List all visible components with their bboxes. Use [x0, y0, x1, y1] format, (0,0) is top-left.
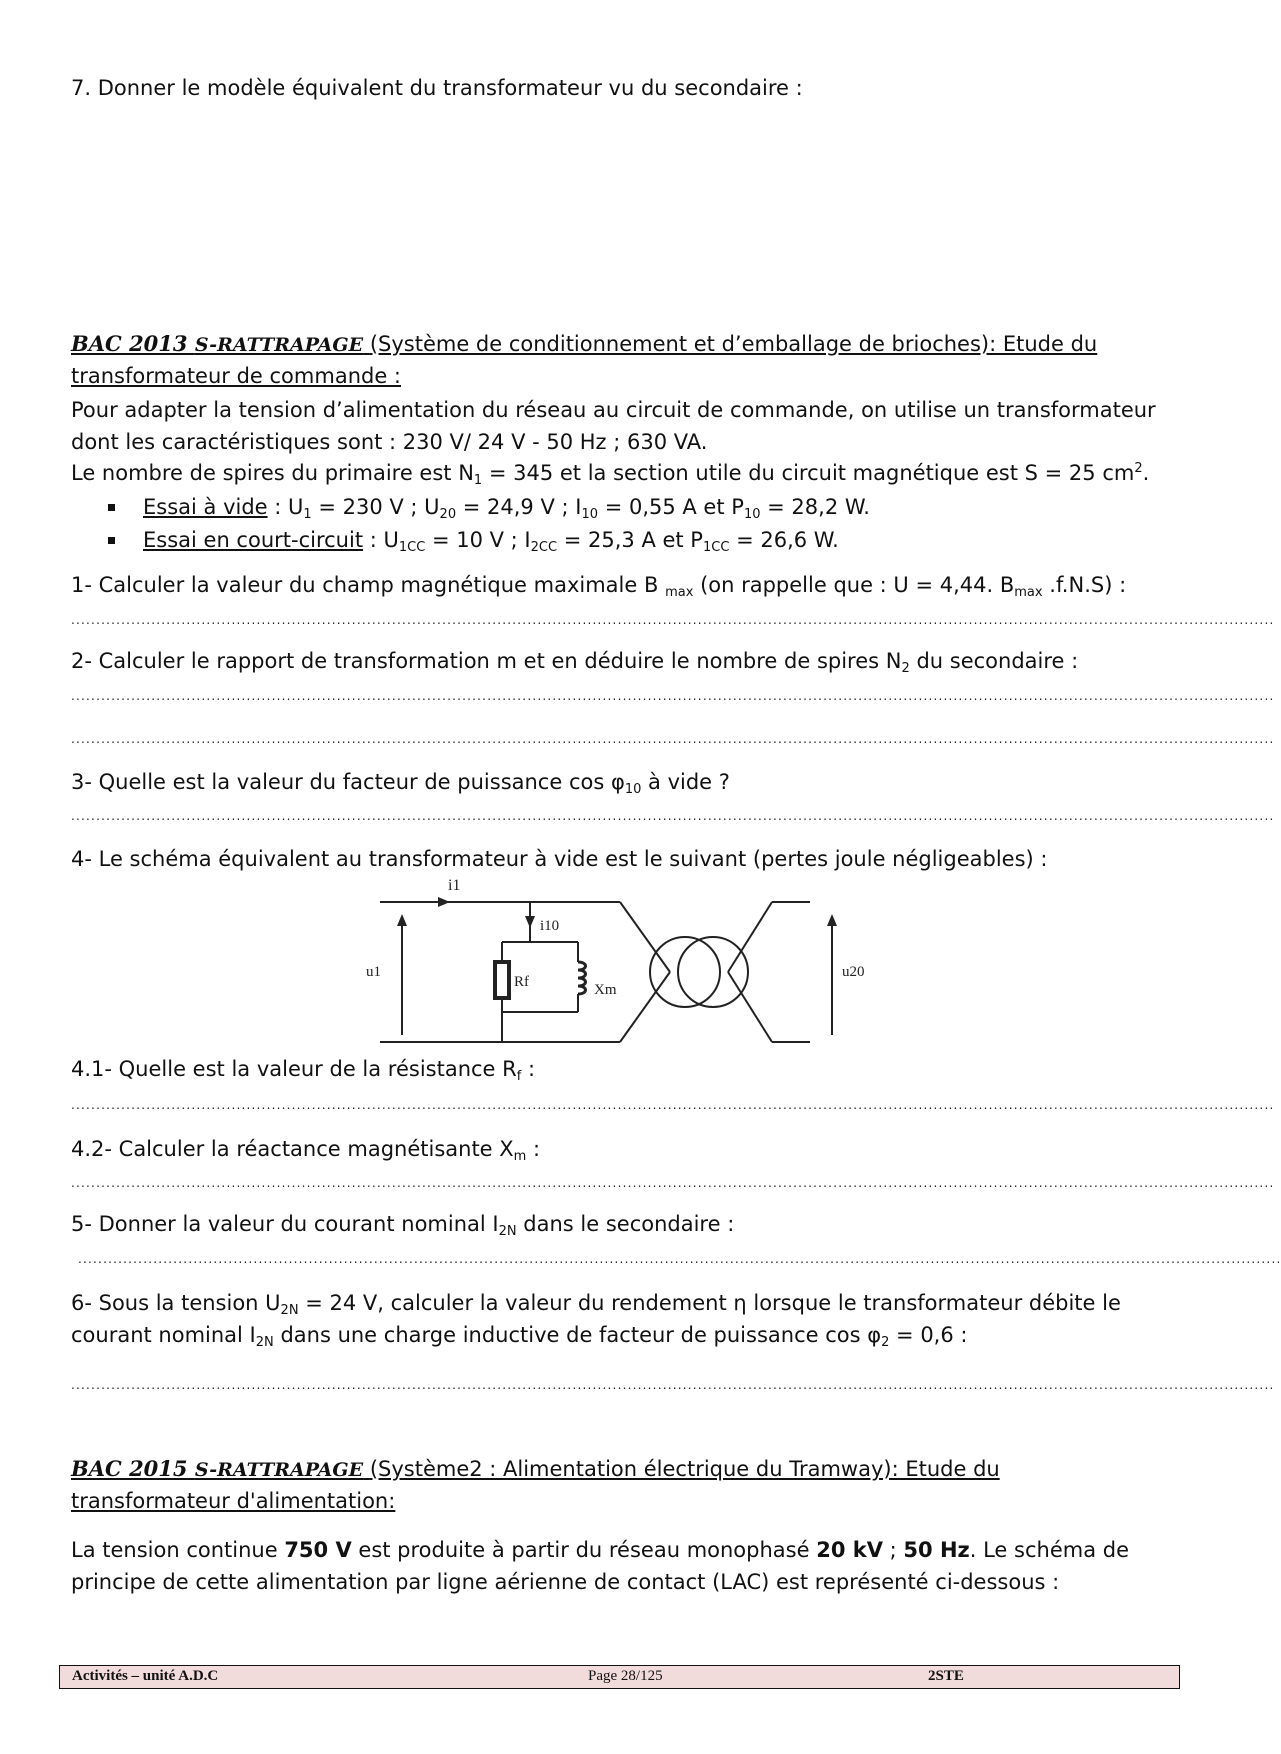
bac2015-title: BAC 2015 S-RATTRAPAGE (Système2 : Alimentation électrique du Tramway): Etude du [71, 1456, 1000, 1481]
bac2015-title-line2: transformateur d'alimentation: [71, 1489, 396, 1513]
page-footer [59, 1665, 1180, 1689]
answer-line[interactable]: ................................................................................................................................................................................................................................................ [71, 689, 1275, 703]
bullet-icon [108, 537, 115, 544]
bac2013-label: BAC 2013 S-RATTRAPAGE [71, 331, 364, 356]
label-u20: u20 [842, 964, 865, 980]
resistor-rf-icon [495, 962, 509, 998]
answer-line[interactable]: ................................................................................................................................................................................................................................................ [71, 809, 1275, 823]
label-i10: i10 [540, 918, 560, 934]
answer-line[interactable]: ................................................................................................................................................................................................................................................ [71, 1176, 1275, 1190]
label-xm: Xm [594, 982, 617, 998]
question-3: 3- Quelle est la valeur du facteur de puissance $\cos \varphi_{10}$ à vide ? [71, 770, 730, 797]
question-2: 2- Calculer le rapport de transformation m et en déduire le nombre de spires $N_2$ du secondaire : [71, 649, 1079, 676]
question-4: 4- Le schéma équivalent au transformateur à vide est le suivant (pertes joule négligeables) : [71, 847, 1048, 871]
i1-arrow-icon [438, 897, 450, 907]
transformer-equivalent-circuit [366, 870, 865, 1055]
inductor-xm-icon [578, 962, 586, 994]
label-u1: u1 [366, 964, 381, 980]
bac2013-intro-1: Pour adapter la tension d’alimentation du réseau au circuit de commande, on utilise un transformateur [71, 398, 1156, 422]
i10-arrow-icon [525, 916, 535, 928]
transformer-primary-coil-icon [650, 937, 720, 1007]
bac2015-paragraph-1: La tension continue 750 V est produite à partir du réseau monophasé 20 kV ; 50 Hz. Le schéma de [71, 1538, 1129, 1562]
bac2013-intro-3: Le nombre de spires du primaire est $N_1 = 345$ et la section utile du circuit magnétique est S = 25 $cm^2$. [71, 461, 1150, 488]
essai-court-circuit: Essai en court-circuit : $U_{1CC} = 10$ V ; $I_{2CC} = 25,3$ A et $P_{1CC} = 26,6$ W. [108, 526, 839, 554]
label-i1: i1 [448, 877, 461, 894]
bac2013-title: BAC 2013 S-RATTRAPAGE (Système de conditionnement et d’emballage de brioches): Etude du [71, 331, 1098, 356]
question-1: 1- Calculer la valeur du champ magnétique maximale B $_{max}$ (on rappelle que : U = 4,44. $B_{max}$ .f.N.S) : [71, 573, 1127, 600]
question-7: 7. Donner le modèle équivalent du transformateur vu du secondaire : [71, 76, 803, 100]
answer-line[interactable]: ................................................................................................................................................................................................................................................ [71, 1378, 1275, 1392]
answer-line[interactable]: ................................................................................................................................................................................................................................................ [78, 1252, 1281, 1266]
question-6-line2: courant nominal $I_{2N}$ dans une charge inductive de facteur de puissance $\cos \varphi_2 = 0,6$ : [71, 1323, 968, 1350]
question-5: 5- Donner la valeur du courant nominal $I_{2N}$ dans le secondaire : [71, 1212, 735, 1239]
answer-line[interactable]: ................................................................................................................................................................................................................................................ [71, 732, 1275, 746]
essai-vide: Essai à vide : $U_1 = 230$ V ; $U_{20} = 24,9$ V ; $I_{10} = 0,55$ A et $P_{10} = 28,2$ W. [108, 493, 870, 521]
bullet-icon [108, 504, 115, 511]
bac2013-intro-2: dont les caractéristiques sont : 230 V/ 24 V - 50 Hz ; 630 VA. [71, 430, 708, 454]
bac2013-title-line2: transformateur de commande : [71, 364, 402, 388]
transformer-secondary-coil-icon [678, 937, 748, 1007]
footer-class: 2STE [928, 1668, 964, 1684]
question-4-2: 4.2- Calculer la réactance magnétisante $X_m$ : [71, 1137, 541, 1164]
bac2015-label: BAC 2015 S-RATTRAPAGE [71, 1456, 364, 1481]
answer-line[interactable]: ................................................................................................................................................................................................................................................ [71, 1098, 1275, 1112]
answer-line[interactable]: ................................................................................................................................................................................................................................................ [71, 613, 1275, 627]
label-rf: Rf [514, 974, 529, 990]
question-4-1: 4.1- Quelle est la valeur de la résistance $R_f$ : [71, 1057, 536, 1084]
bac2015-paragraph-2: principe de cette alimentation par ligne aérienne de contact (LAC) est représenté ci-dessous : [71, 1570, 1060, 1594]
footer-unit: Activités – unité A.D.C [72, 1668, 219, 1684]
footer-page-number: Page 28/125 [588, 1668, 663, 1684]
question-6-line1: 6- Sous la tension $U_{2N} = 24$ V, calculer la valeur du rendement η lorsque le transformateur débite le [71, 1291, 1121, 1318]
